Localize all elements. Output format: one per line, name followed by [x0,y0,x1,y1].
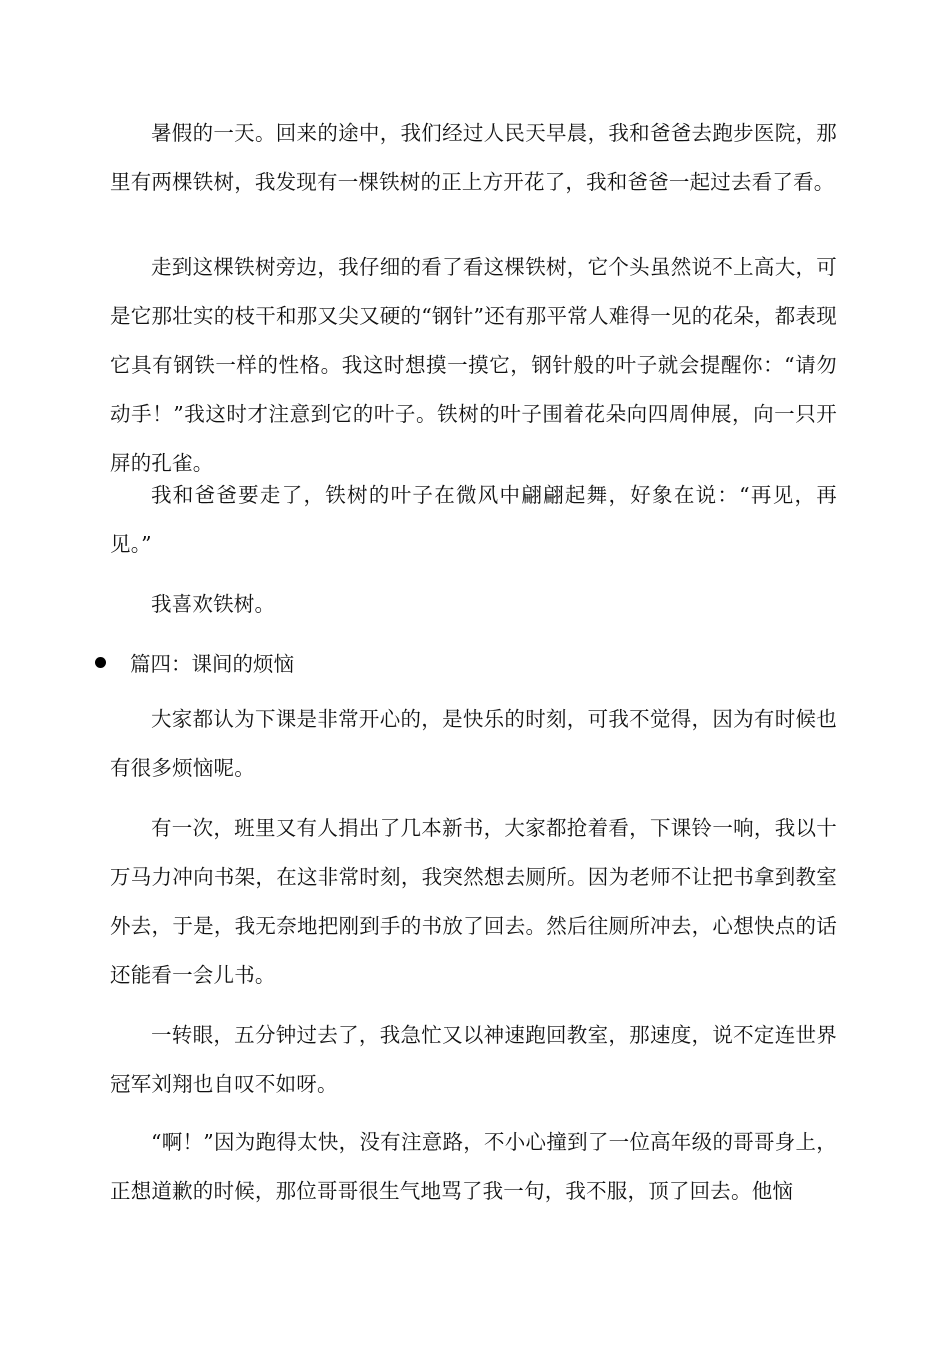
paragraph-like-iron-tree: 我喜欢铁树。 [151,592,276,616]
section-title: 篇四：课间的烦恼 [130,652,294,676]
paragraph-bumped: “啊！”因为跑得太快，没有注意路，不小心撞到了一位高年级的哥哥身上，正想道歉的时候，那位哥哥很生气地骂了我一句，我不服，顶了回去。他恼 [110,1130,837,1203]
bullet-icon [95,657,106,668]
paragraph-run-back: 一转眼，五分钟过去了，我急忙又以神速跑回教室，那速度，说不定连世界冠军刘翔也自叹不如呀。 [110,1023,837,1096]
paragraph-new-books: 有一次，班里又有人捐出了几本新书，大家都抢着看，下课铃一响，我以十万马力冲向书架，在这非常时刻，我突然想去厕所。因为老师不让把书拿到教室外去，于是，我无奈地把刚到手的书放了回去。然后往厕所冲去，心想快点的话还能看一会儿书。 [110,816,837,987]
paragraph-summer-day: 暑假的一天。回来的途中，我们经过人民天早晨，我和爸爸去跑步医院，那里有两棵铁树，我发现有一棵铁树的正上方开花了，我和爸爸一起过去看了看。 [110,121,837,194]
paragraph-break-worries: 大家都认为下课是非常开心的，是快乐的时刻，可我不觉得，因为有时候也有很多烦恼呢。 [110,707,837,780]
paragraph-goodbye: 我和爸爸要走了，铁树的叶子在微风中翩翩起舞，好象在说：“再见，再见。” [110,483,837,556]
section-heading [95,642,294,682]
paragraph-iron-tree-description: 走到这棵铁树旁边，我仔细的看了看这棵铁树，它个头虽然说不上高大，可是它那壮实的枝干和那又尖又硬的“钢针”还有那平常人难得一见的花朵，都表现它具有钢铁一样的性格。我这时想摸一摸它，钢针般的叶子就会提醒你：“请勿动手！”我这时才注意到它的叶子。铁树的叶子围着花朵向四周伸展，向一只开屏的孔雀。 [110,255,837,475]
